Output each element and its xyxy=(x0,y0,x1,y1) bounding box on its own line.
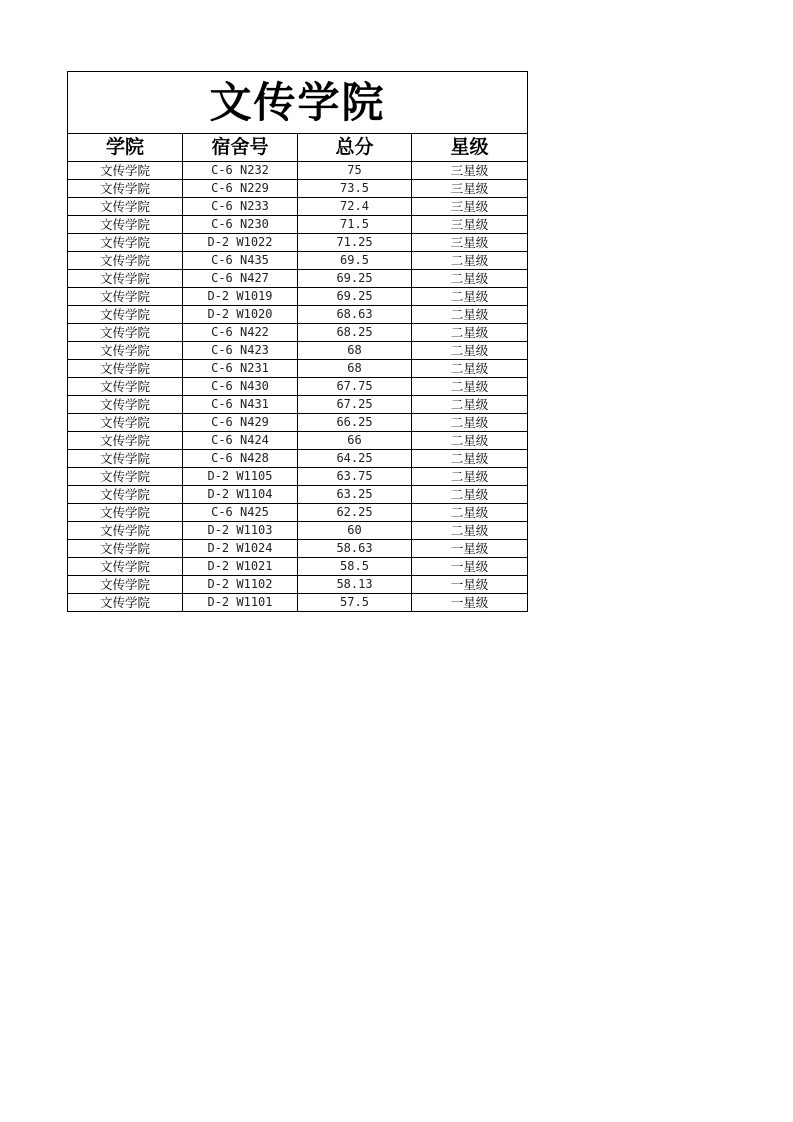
star-rating-cell: 二星级 xyxy=(412,252,528,270)
table-row xyxy=(68,270,528,288)
college-cell: 文传学院 xyxy=(68,504,183,522)
table-row xyxy=(68,162,528,180)
table-row xyxy=(68,432,528,450)
dorm-cell: C-6 N229 xyxy=(183,180,298,198)
dorm-cell: D-2 W1104 xyxy=(183,486,298,504)
star-rating-cell: 二星级 xyxy=(412,414,528,432)
dorm-cell: C-6 N233 xyxy=(183,198,298,216)
college-cell: 文传学院 xyxy=(68,468,183,486)
dorm-cell: D-2 W1103 xyxy=(183,522,298,540)
dorm-cell: D-2 W1019 xyxy=(183,288,298,306)
score-cell: 71.25 xyxy=(298,234,412,252)
table-row xyxy=(68,486,528,504)
dorm-cell: D-2 W1024 xyxy=(183,540,298,558)
star-rating-cell: 二星级 xyxy=(412,396,528,414)
dorm-cell: C-6 N230 xyxy=(183,216,298,234)
score-cell: 62.25 xyxy=(298,504,412,522)
star-rating-cell: 二星级 xyxy=(412,270,528,288)
score-cell: 68.63 xyxy=(298,306,412,324)
score-cell: 67.75 xyxy=(298,378,412,396)
score-cell: 73.5 xyxy=(298,180,412,198)
score-cell: 72.4 xyxy=(298,198,412,216)
star-rating-cell: 一星级 xyxy=(412,540,528,558)
dorm-cell: C-6 N232 xyxy=(183,162,298,180)
college-cell: 文传学院 xyxy=(68,378,183,396)
dorm-cell: C-6 N231 xyxy=(183,360,298,378)
star-rating-cell: 三星级 xyxy=(412,198,528,216)
star-rating-cell: 三星级 xyxy=(412,234,528,252)
dorm-cell: D-2 W1022 xyxy=(183,234,298,252)
score-cell: 58.5 xyxy=(298,558,412,576)
star-rating-cell: 二星级 xyxy=(412,378,528,396)
college-cell: 文传学院 xyxy=(68,234,183,252)
star-rating-cell: 三星级 xyxy=(412,180,528,198)
star-rating-cell: 二星级 xyxy=(412,306,528,324)
dorm-cell: D-2 W1102 xyxy=(183,576,298,594)
score-cell: 60 xyxy=(298,522,412,540)
dorm-cell: D-2 W1021 xyxy=(183,558,298,576)
score-cell: 68.25 xyxy=(298,324,412,342)
table-row xyxy=(68,342,528,360)
college-cell: 文传学院 xyxy=(68,270,183,288)
header-row xyxy=(68,134,528,162)
table-row xyxy=(68,306,528,324)
table-row xyxy=(68,558,528,576)
college-cell: 文传学院 xyxy=(68,252,183,270)
college-cell: 文传学院 xyxy=(68,450,183,468)
table-row xyxy=(68,180,528,198)
college-cell: 文传学院 xyxy=(68,180,183,198)
table-row xyxy=(68,414,528,432)
score-cell: 66.25 xyxy=(298,414,412,432)
score-cell: 68 xyxy=(298,360,412,378)
college-cell: 文传学院 xyxy=(68,540,183,558)
header-star: 星级 xyxy=(412,134,528,162)
table-row xyxy=(68,252,528,270)
star-rating-cell: 二星级 xyxy=(412,522,528,540)
table-row xyxy=(68,360,528,378)
table-row xyxy=(68,234,528,252)
header-dorm: 宿舍号 xyxy=(183,134,298,162)
table-row xyxy=(68,378,528,396)
dorm-cell: C-6 N435 xyxy=(183,252,298,270)
title-row xyxy=(68,72,528,134)
score-cell: 64.25 xyxy=(298,450,412,468)
star-rating-cell: 一星级 xyxy=(412,558,528,576)
score-cell: 58.63 xyxy=(298,540,412,558)
header-college: 学院 xyxy=(68,134,183,162)
dorm-cell: D-2 W1101 xyxy=(183,594,298,612)
college-cell: 文传学院 xyxy=(68,324,183,342)
star-rating-cell: 二星级 xyxy=(412,342,528,360)
star-rating-cell: 二星级 xyxy=(412,486,528,504)
college-cell: 文传学院 xyxy=(68,594,183,612)
dorm-cell: C-6 N429 xyxy=(183,414,298,432)
star-rating-cell: 二星级 xyxy=(412,360,528,378)
table-row xyxy=(68,576,528,594)
star-rating-cell: 一星级 xyxy=(412,594,528,612)
score-cell: 58.13 xyxy=(298,576,412,594)
college-cell: 文传学院 xyxy=(68,216,183,234)
score-cell: 68 xyxy=(298,342,412,360)
star-rating-cell: 一星级 xyxy=(412,576,528,594)
college-cell: 文传学院 xyxy=(68,396,183,414)
star-rating-cell: 二星级 xyxy=(412,288,528,306)
college-cell: 文传学院 xyxy=(68,414,183,432)
table-row xyxy=(68,324,528,342)
dorm-cell: D-2 W1105 xyxy=(183,468,298,486)
college-cell: 文传学院 xyxy=(68,306,183,324)
dorm-cell: C-6 N427 xyxy=(183,270,298,288)
table-row xyxy=(68,450,528,468)
college-cell: 文传学院 xyxy=(68,198,183,216)
star-rating-cell: 二星级 xyxy=(412,468,528,486)
dorm-cell: C-6 N424 xyxy=(183,432,298,450)
star-rating-cell: 三星级 xyxy=(412,216,528,234)
dorm-rating-table xyxy=(67,71,528,612)
score-cell: 69.25 xyxy=(298,288,412,306)
college-cell: 文传学院 xyxy=(68,288,183,306)
college-cell: 文传学院 xyxy=(68,432,183,450)
college-cell: 文传学院 xyxy=(68,486,183,504)
college-cell: 文传学院 xyxy=(68,342,183,360)
dorm-cell: C-6 N423 xyxy=(183,342,298,360)
star-rating-cell: 二星级 xyxy=(412,504,528,522)
header-score: 总分 xyxy=(298,134,412,162)
score-cell: 66 xyxy=(298,432,412,450)
sheet-title: 文传学院 xyxy=(68,72,528,134)
table-row xyxy=(68,540,528,558)
college-cell: 文传学院 xyxy=(68,576,183,594)
table-row xyxy=(68,288,528,306)
star-rating-cell: 二星级 xyxy=(412,450,528,468)
table-row xyxy=(68,594,528,612)
score-cell: 63.75 xyxy=(298,468,412,486)
college-cell: 文传学院 xyxy=(68,162,183,180)
score-cell: 63.25 xyxy=(298,486,412,504)
star-rating-cell: 三星级 xyxy=(412,162,528,180)
dorm-cell: C-6 N428 xyxy=(183,450,298,468)
score-cell: 71.5 xyxy=(298,216,412,234)
dorm-cell: C-6 N425 xyxy=(183,504,298,522)
score-cell: 57.5 xyxy=(298,594,412,612)
score-cell: 67.25 xyxy=(298,396,412,414)
table-row xyxy=(68,468,528,486)
dorm-cell: C-6 N422 xyxy=(183,324,298,342)
dorm-cell: C-6 N430 xyxy=(183,378,298,396)
table-row xyxy=(68,198,528,216)
score-cell: 75 xyxy=(298,162,412,180)
table-row xyxy=(68,396,528,414)
college-cell: 文传学院 xyxy=(68,522,183,540)
college-cell: 文传学院 xyxy=(68,360,183,378)
college-cell: 文传学院 xyxy=(68,558,183,576)
star-rating-cell: 二星级 xyxy=(412,324,528,342)
dorm-cell: C-6 N431 xyxy=(183,396,298,414)
table-row xyxy=(68,522,528,540)
dorm-cell: D-2 W1020 xyxy=(183,306,298,324)
table-row xyxy=(68,504,528,522)
table-body xyxy=(68,162,528,612)
score-cell: 69.25 xyxy=(298,270,412,288)
table-row xyxy=(68,216,528,234)
star-rating-cell: 二星级 xyxy=(412,432,528,450)
score-cell: 69.5 xyxy=(298,252,412,270)
